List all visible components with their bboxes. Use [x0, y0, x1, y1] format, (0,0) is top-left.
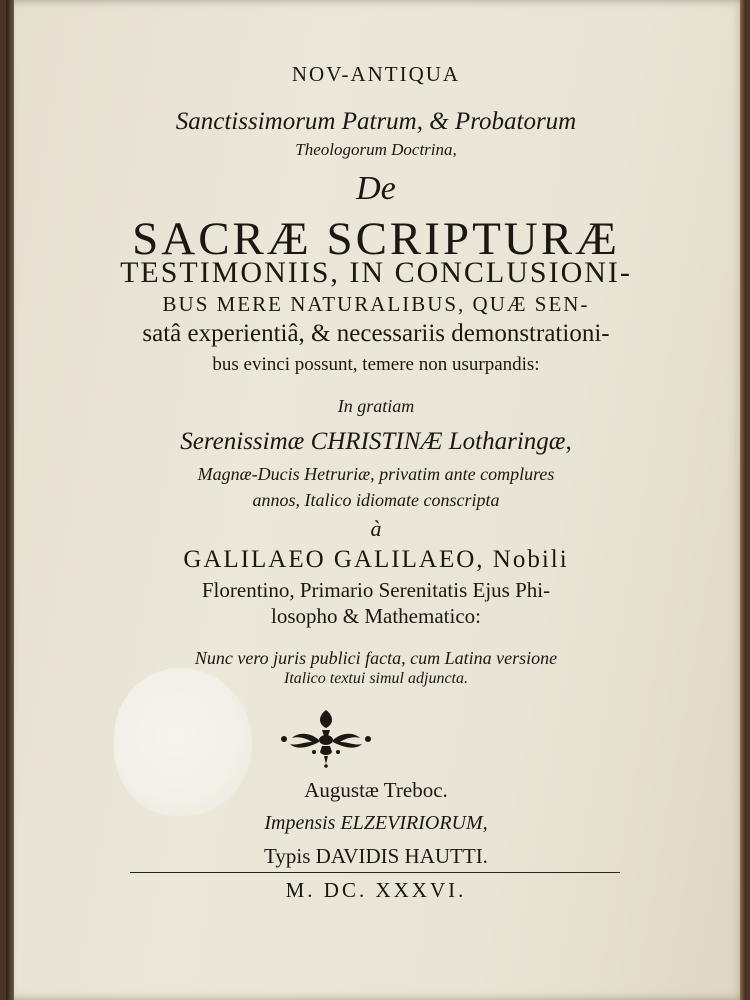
heading-nov-antiqua: NOV-ANTIQUA	[291, 62, 461, 86]
imprint-place: Augustæ Treboc.	[304, 778, 448, 802]
main-title: SACRÆ SCRIPTURÆ	[132, 213, 620, 265]
imprint-publisher: Impensis ELZEVIRIORUM,	[264, 812, 488, 834]
author-name: GALILAEO GALILAEO, Nobili	[183, 546, 569, 573]
title-line-4: satâ experientiâ, & necessariis demonstrationi-	[142, 320, 610, 347]
fleuron-icon	[276, 706, 376, 768]
author-preposition: à	[370, 516, 382, 541]
dedication-name: Serenissimæ CHRISTINÆ Lotharingæ,	[180, 428, 572, 455]
divider-rule	[130, 872, 620, 873]
imprint-printer: Typis DAVIDIS HAUTTI.	[264, 844, 488, 868]
dedication-line-2: Magnæ-Ducis Hetruriæ, privatim ante complures	[197, 464, 555, 484]
dedication-intro: In gratiam	[337, 396, 415, 416]
edition-note-line-1: Nunc vero juris publici facta, cum Latina versione	[194, 648, 558, 668]
title-line-2: TESTIMONIIS, IN CONCLUSIONI-	[120, 256, 632, 289]
author-title-line-2: losopho & Mathematico:	[271, 604, 481, 628]
imprint-year: M. DC. XXXVI.	[285, 878, 467, 902]
title-line-5: bus evinci possunt, temere non usurpandis:	[212, 354, 540, 375]
author-title-line-1: Florentino, Primario Serenitatis Ejus Phi-	[201, 578, 551, 602]
subtitle-de: De	[356, 170, 396, 207]
title-line-3: BUS MERE NATURALIBUS, QUÆ SEN-	[162, 292, 590, 316]
edition-note-line-2: Italico textui simul adjuncta.	[284, 670, 468, 687]
title-page	[6, 0, 746, 1000]
subtitle-line-2: Theologorum Doctrina,	[295, 140, 457, 159]
dedication-line-3: annos, Italico idiomate conscripta	[252, 490, 500, 510]
subtitle-line-1: Sanctissimorum Patrum, & Probatorum	[175, 108, 577, 135]
